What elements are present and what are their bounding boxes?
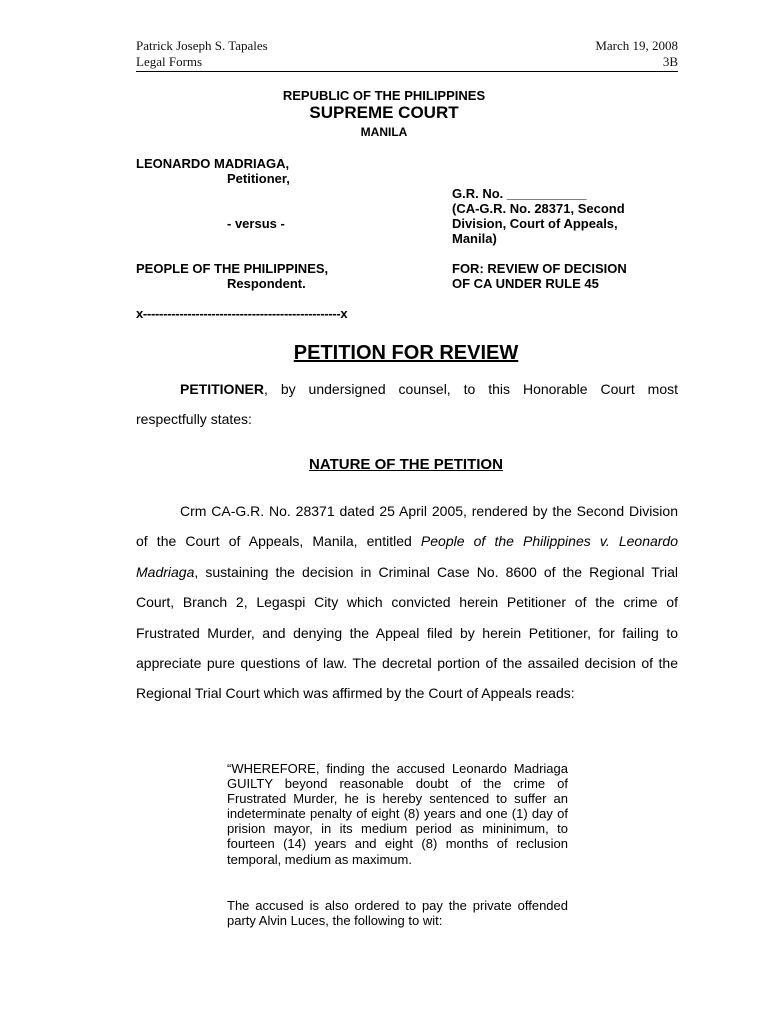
- ca-reference-line-3: Manila): [452, 231, 497, 246]
- header-category: Legal Forms: [136, 54, 203, 69]
- respondent-name: PEOPLE OF THE PHILIPPINES,: [136, 261, 329, 276]
- header-date: March 19, 2008: [595, 38, 678, 53]
- running-header-left: [136, 38, 268, 70]
- header-author: Patrick Joseph S. Tapales: [136, 38, 268, 53]
- running-header-right: [595, 38, 678, 70]
- quote-paragraph-2: The accused is also ordered to pay the private offended party Alvin Luces, the following to wit:: [227, 898, 568, 929]
- intro-text: , by undersigned counsel, to this Honorable Court most respectfully states:: [136, 381, 678, 428]
- ca-reference-line-2: Division, Court of Appeals,: [452, 216, 618, 231]
- petitioner-name: LEONARDO MADRIAGA,: [136, 156, 290, 171]
- header-rule: [136, 71, 678, 72]
- nature-paragraph: [136, 496, 678, 709]
- case-title: People of the Philippines v. Leonardo Madriaga: [136, 533, 679, 580]
- nature-text-1: Crm CA-G.R. No. 28371 dated 25 April 2005, rendered by the Second Division of the Court of Appeals, Manila, entitled: [136, 503, 678, 550]
- ca-reference-line-1: (CA-G.R. No. 28371, Second: [452, 201, 625, 216]
- document-title: PETITION FOR REVIEW: [293, 342, 519, 364]
- court-city: MANILA: [360, 125, 408, 139]
- republic-heading: REPUBLIC OF THE PHILIPPINES: [282, 88, 486, 103]
- caption-separator: x-------------------------------------------------x: [136, 306, 348, 321]
- court-name: SUPREME COURT: [309, 103, 459, 122]
- section-title: NATURE OF THE PETITION: [309, 456, 503, 473]
- header-code: 3B: [662, 54, 678, 69]
- gr-number: G.R. No. ___________: [452, 186, 587, 201]
- quote-paragraph-1: “WHEREFORE, finding the accused Leonardo Madriaga GUILTY beyond reasonable doubt of the crime of Frustrated Murder, he is hereby sentenced to suffer an indeterminate penalty of eight (8) years and one (1) day of prision mayor, in its medium period as mininimum, to fourteen (14) years and eight (8) months of reclusion temporal, medium as maximum.: [227, 761, 568, 867]
- intro-paragraph: [136, 374, 678, 435]
- respondent-role: Respondent.: [227, 276, 306, 291]
- intro-lead: PETITIONER: [180, 381, 265, 397]
- versus-label: - versus -: [227, 216, 285, 231]
- nature-text-2: , sustaining the decision in Criminal Case No. 8600 of the Regional Trial Court, Branch 2, Legaspi City which convicted herein Petitioner of the crime of Frustrated Murder, and denying the Appeal filed by herein Petitioner, for failing to appreciate pure questions of law. The decretal portion of the assailed decision of the Regional Trial Court which was affirmed by the Court of Appeals reads:: [136, 563, 678, 702]
- petitioner-role: Petitioner,: [227, 171, 290, 186]
- petition-for-line-1: FOR: REVIEW OF DECISION: [452, 261, 627, 276]
- petition-for-line-2: OF CA UNDER RULE 45: [452, 276, 599, 291]
